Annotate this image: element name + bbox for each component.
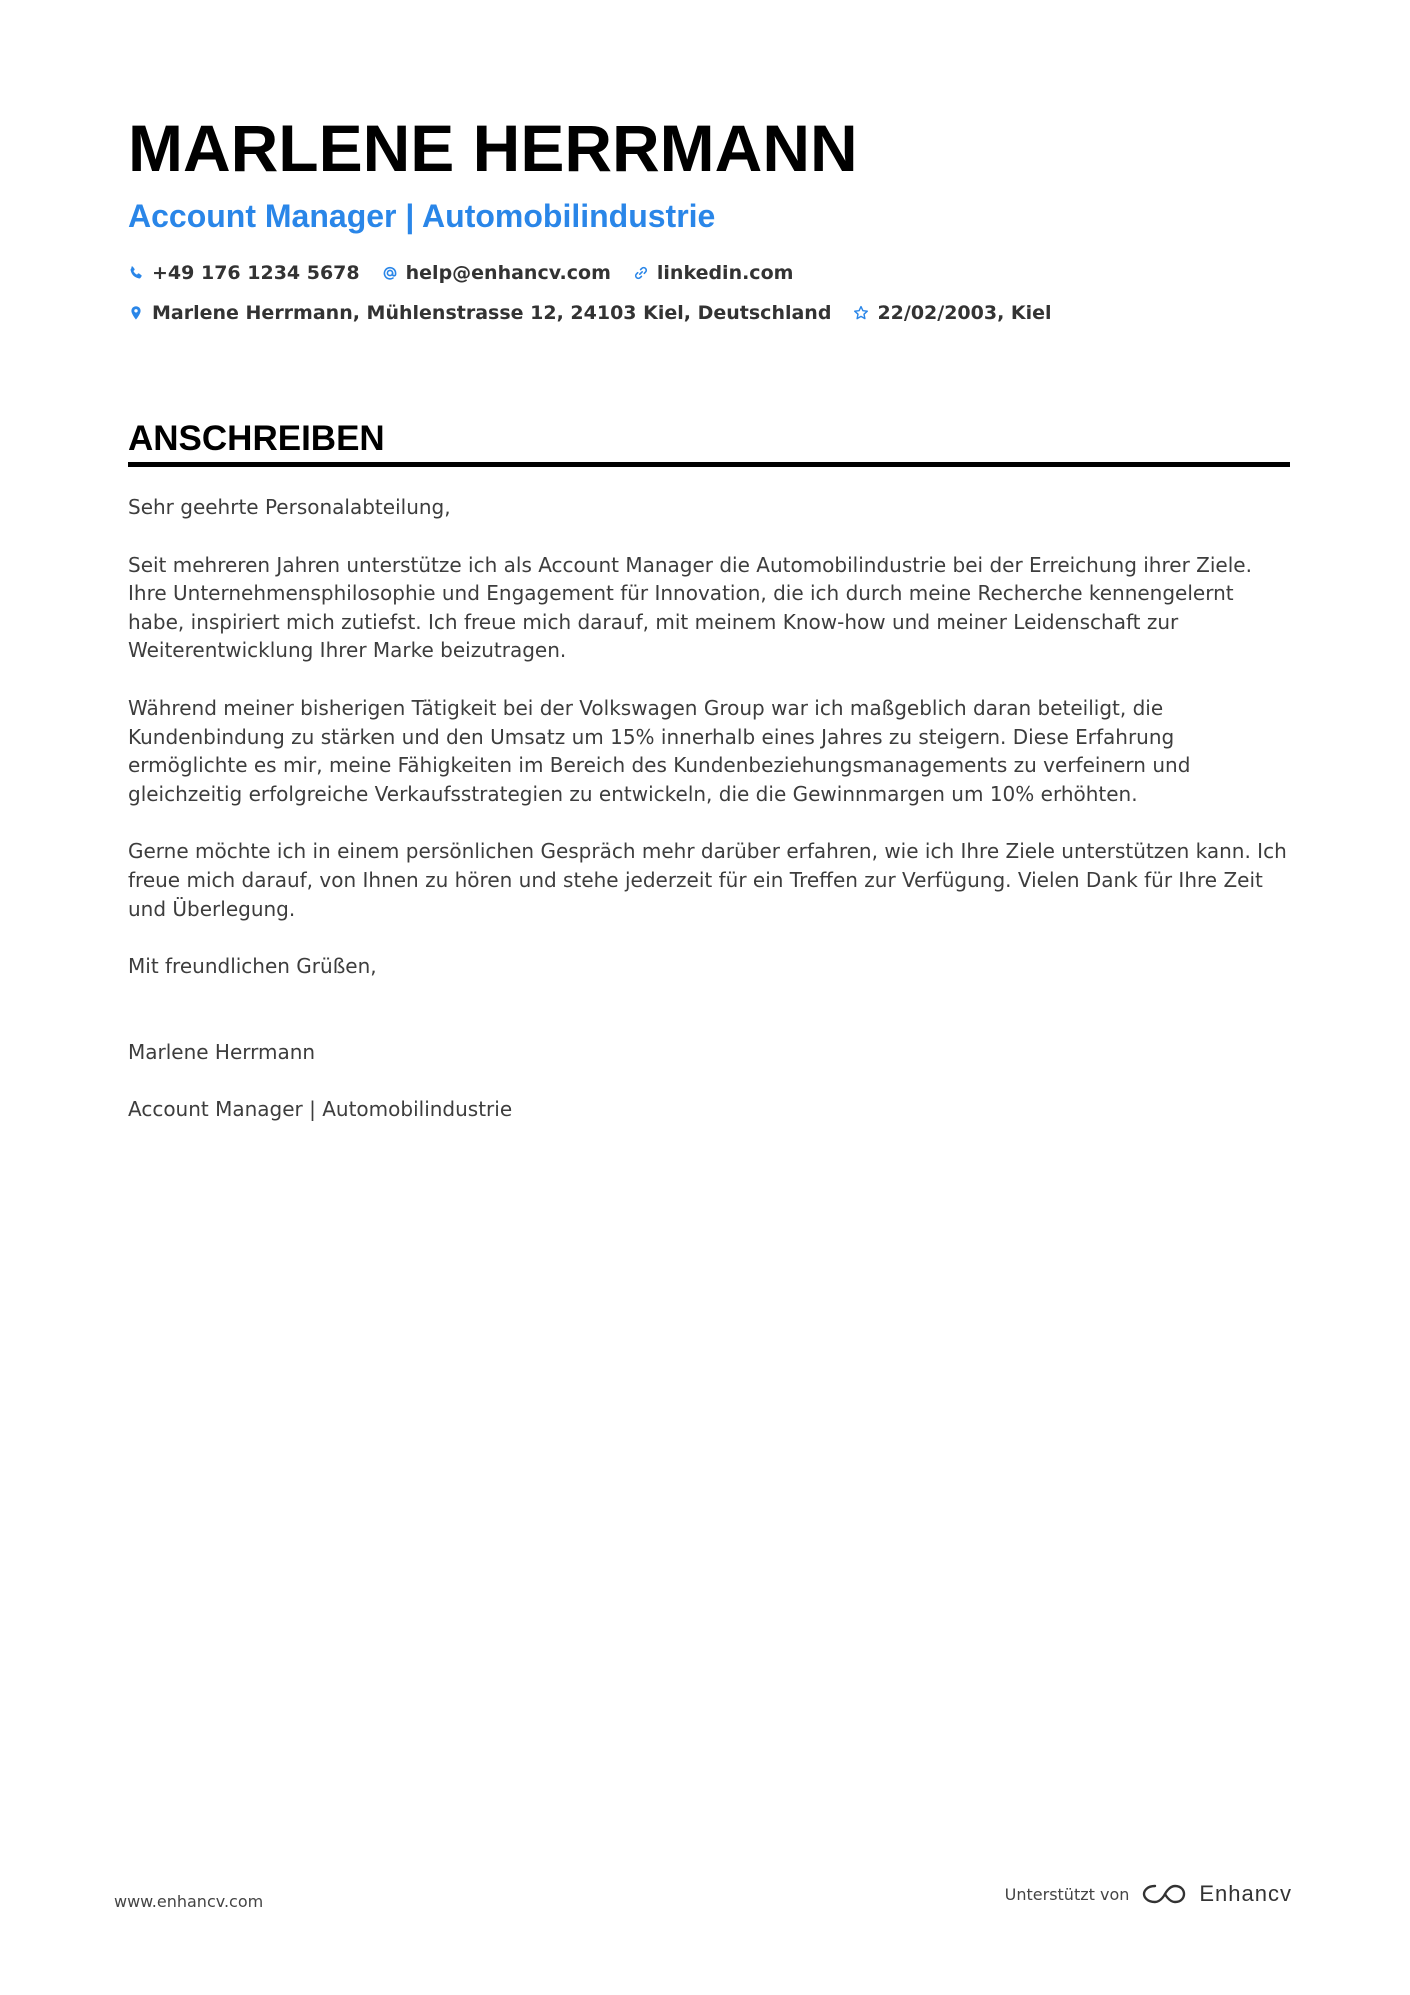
- address-text: Marlene Herrmann, Mühlenstrasse 12, 24103 Kiel, Deutschland: [152, 302, 832, 324]
- applicant-headline: Account Manager | Automobilindustrie: [128, 198, 716, 234]
- contact-address: [128, 302, 831, 324]
- star-icon: [853, 305, 869, 321]
- phone-icon: [128, 265, 144, 281]
- phone-text: +49 176 1234 5678: [152, 262, 360, 284]
- contact-linkedin[interactable]: [633, 262, 794, 284]
- letter-salutation: Sehr geehrte Personalabteilung,: [128, 495, 451, 519]
- at-icon: [382, 265, 398, 281]
- link-icon: [633, 265, 649, 281]
- footer-website[interactable]: www.enhancv.com: [114, 1892, 264, 1911]
- cover-letter-page: [128, 108, 1290, 1153]
- brand-name: Enhancv: [1199, 1881, 1292, 1906]
- letter-paragraph-1: Seit mehreren Jahren unterstütze ich als Account Manager die Automobilindustrie bei der Erreichung ihrer Ziele. Ihre Unternehmensphilosophie und Engagement für Innovation, die ich durch meine Recherche kennengelernt habe, inspiriert mich zutiefst. Ich freue mich darauf, mit meinem Know-how und meiner Leidenschaft zur Weiterentwicklung Ihrer Marke beizutragen.: [128, 552, 1252, 663]
- letter-paragraph-3: Gerne möchte ich in einem persönlichen Gespräch mehr darüber erfahren, wie ich Ihre Ziele unterstützen kann. Ich freue mich darauf, von Ihnen zu hören und stehe jederzeit für ein Treffen zur Verfügung. Vielen Dank für Ihre Zeit und Überlegung.: [128, 839, 1287, 921]
- section-divider: [128, 462, 1290, 467]
- contact-email[interactable]: [382, 262, 611, 284]
- powered-by-label: Unterstützt von: [1004, 1884, 1130, 1904]
- letter-paragraph-2: Während meiner bisherigen Tätigkeit bei der Volkswagen Group war ich maßgeblich daran beteiligt, die Kundenbindung zu stärken und den Umsatz um 15% innerhalb eines Jahres zu steigern. Diese Erfahrung ermöglichte es mir, meine Fähigkeiten im Bereich des Kundenbeziehungsmanagements zu verfeinern und gleichzeitig erfolgreiche Verkaufsstrategien zu entwickeln, die die Gewinnmargen um 10% erhöhten.: [128, 695, 1191, 806]
- letter-closing: Mit freundlichen Grüßen,: [128, 954, 377, 979]
- applicant-name: MARLENE HERRMANN: [128, 111, 858, 185]
- footer-branding: [1005, 1880, 1292, 1908]
- section-title: ANSCHREIBEN: [128, 419, 385, 458]
- enhancv-logo-icon: [1141, 1880, 1187, 1908]
- signature-name: Marlene Herrmann: [128, 1039, 316, 1064]
- contact-phone: [128, 262, 360, 284]
- contact-birth: [853, 302, 1051, 324]
- birth-text: 22/02/2003, Kiel: [877, 302, 1052, 324]
- linkedin-text[interactable]: linkedin.com: [656, 262, 794, 284]
- email-text[interactable]: help@enhancv.com: [405, 262, 611, 284]
- signature-title: Account Manager | Automobilindustrie: [128, 1097, 513, 1122]
- contact-row-primary: [128, 258, 1290, 288]
- location-pin-icon: [128, 305, 144, 321]
- letter-body: [128, 493, 1290, 1124]
- contact-row-secondary: [128, 298, 1290, 328]
